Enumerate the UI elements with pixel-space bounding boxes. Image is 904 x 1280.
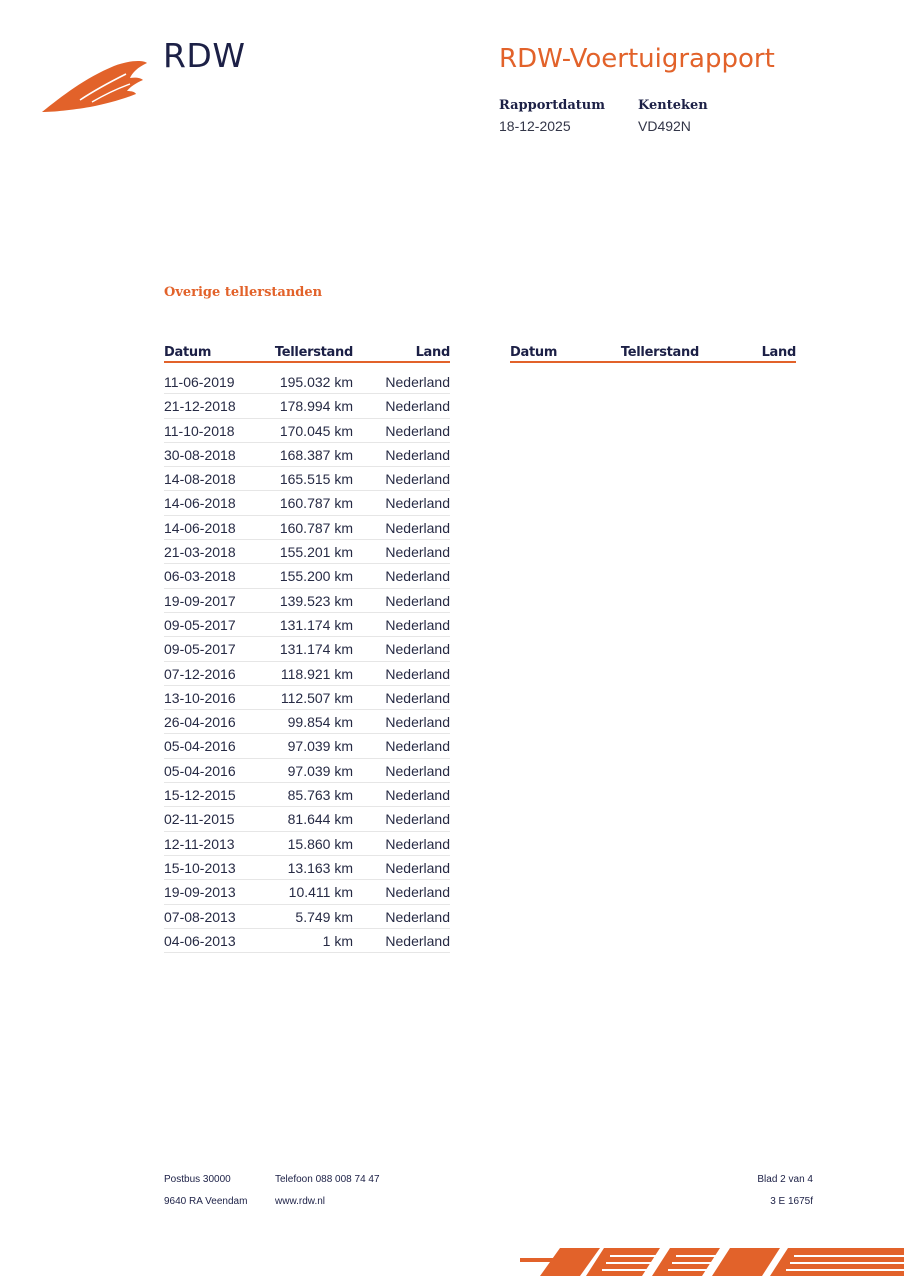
rdw-wing-logo-icon [40, 56, 150, 116]
cell-land: Nederland [385, 762, 450, 779]
cell-datum: 15-12-2015 [164, 787, 236, 804]
cell-datum: 15-10-2013 [164, 859, 236, 876]
header-datum: Datum [164, 345, 212, 360]
header-tellerstand: Tellerstand [620, 345, 699, 360]
cell-land: Nederland [385, 714, 450, 731]
cell-land: Nederland [385, 446, 450, 463]
cell-tellerstand: 165.515 km [279, 471, 353, 488]
cell-land: Nederland [385, 519, 450, 536]
cell-land: Nederland [385, 422, 450, 439]
table-row [164, 419, 450, 443]
cell-tellerstand: 81.644 km [287, 811, 353, 828]
cell-tellerstand: 5.749 km [295, 908, 353, 925]
plate-label: Kenteken [638, 98, 708, 113]
cell-land: Nederland [385, 665, 450, 682]
table-row [164, 443, 450, 467]
cell-datum: 19-09-2017 [164, 592, 236, 609]
cell-tellerstand: 155.201 km [279, 544, 353, 561]
cell-datum: 14-06-2018 [164, 495, 236, 512]
cell-tellerstand: 97.039 km [287, 762, 353, 779]
cell-land: Nederland [385, 689, 450, 706]
cell-tellerstand: 160.787 km [279, 519, 353, 536]
cell-tellerstand: 13.163 km [287, 859, 353, 876]
cell-tellerstand: 131.174 km [279, 616, 353, 633]
table-row [164, 589, 450, 613]
cell-tellerstand: 97.039 km [287, 738, 353, 755]
section-title: Overige tellerstanden [164, 285, 323, 300]
cell-datum: 21-12-2018 [164, 398, 236, 415]
cell-datum: 13-10-2016 [164, 689, 236, 706]
table-row [164, 491, 450, 515]
table-row [164, 686, 450, 710]
cell-land: Nederland [385, 884, 450, 901]
table-body [164, 370, 450, 953]
report-title: RDW-Voertuigrapport [499, 44, 775, 74]
odometer-table-left [164, 344, 450, 953]
table-row [164, 516, 450, 540]
cell-land: Nederland [385, 932, 450, 949]
footer-website[interactable]: www.rdw.nl [275, 1196, 326, 1207]
cell-land: Nederland [385, 811, 450, 828]
cell-tellerstand: 85.763 km [287, 787, 353, 804]
cell-land: Nederland [385, 616, 450, 633]
cell-tellerstand: 10.411 km [288, 884, 353, 901]
rdw-stripes-decoration-icon [520, 1244, 904, 1280]
cell-tellerstand: 15.860 km [287, 835, 353, 852]
table-row [164, 759, 450, 783]
brand-name: RDW [163, 36, 246, 75]
footer-address-line1: Postbus 30000 [164, 1174, 231, 1185]
table-row [164, 467, 450, 491]
cell-land: Nederland [385, 374, 450, 390]
table-row [164, 613, 450, 637]
table-row [164, 370, 450, 394]
cell-land: Nederland [385, 738, 450, 755]
cell-datum: 12-11-2013 [164, 835, 235, 852]
cell-datum: 14-06-2018 [164, 519, 236, 536]
table-row [164, 929, 450, 953]
table-row [164, 637, 450, 661]
cell-tellerstand: 1 km [322, 932, 353, 949]
cell-datum: 05-04-2016 [164, 738, 236, 755]
table-row [164, 856, 450, 880]
cell-datum: 09-05-2017 [164, 616, 236, 633]
cell-tellerstand: 131.174 km [279, 641, 353, 658]
table-header [164, 344, 450, 363]
header-land: Land [415, 345, 450, 360]
table-row [164, 394, 450, 418]
cell-tellerstand: 195.032 km [279, 374, 353, 390]
footer-phone: Telefoon 088 008 74 47 [275, 1174, 380, 1185]
cell-land: Nederland [385, 398, 450, 415]
cell-datum: 06-03-2018 [164, 568, 236, 585]
table-row [164, 564, 450, 588]
cell-tellerstand: 178.994 km [279, 398, 353, 415]
cell-land: Nederland [385, 835, 450, 852]
cell-tellerstand: 170.045 km [279, 422, 353, 439]
cell-datum: 07-08-2013 [164, 908, 236, 925]
table-row [164, 880, 450, 904]
cell-datum: 04-06-2013 [164, 932, 236, 949]
table-row [164, 662, 450, 686]
cell-land: Nederland [385, 787, 450, 804]
cell-datum: 07-12-2016 [164, 665, 236, 682]
cell-datum: 02-11-2015 [164, 811, 235, 828]
cell-tellerstand: 139.523 km [279, 592, 353, 609]
plate-value: VD492N [638, 118, 691, 134]
table-row [164, 807, 450, 831]
report-date-value: 18-12-2025 [499, 118, 571, 134]
footer-page-number: Blad 2 van 4 [757, 1174, 813, 1185]
cell-datum: 19-09-2013 [164, 884, 236, 901]
footer-code: 3 E 1675f [770, 1196, 813, 1207]
table-header [510, 344, 796, 363]
cell-land: Nederland [385, 568, 450, 585]
table-row [164, 734, 450, 758]
cell-tellerstand: 118.921 km [280, 665, 353, 682]
cell-land: Nederland [385, 641, 450, 658]
cell-land: Nederland [385, 495, 450, 512]
table-row [164, 540, 450, 564]
cell-datum: 14-08-2018 [164, 471, 236, 488]
header-datum: Datum [510, 345, 558, 360]
header-tellerstand: Tellerstand [274, 345, 353, 360]
table-row [164, 783, 450, 807]
cell-tellerstand: 112.507 km [280, 689, 353, 706]
table-row [164, 905, 450, 929]
cell-datum: 11-10-2018 [164, 422, 235, 439]
cell-tellerstand: 155.200 km [279, 568, 353, 585]
cell-land: Nederland [385, 908, 450, 925]
cell-land: Nederland [385, 471, 450, 488]
table-row [164, 710, 450, 734]
cell-datum: 09-05-2017 [164, 641, 236, 658]
cell-tellerstand: 168.387 km [279, 446, 353, 463]
cell-datum: 30-08-2018 [164, 446, 236, 463]
cell-datum: 05-04-2016 [164, 762, 236, 779]
table-row [164, 832, 450, 856]
cell-datum: 26-04-2016 [164, 714, 236, 731]
cell-land: Nederland [385, 544, 450, 561]
footer-address-line2: 9640 RA Veendam [164, 1196, 248, 1207]
cell-datum: 11-06-2019 [164, 374, 235, 390]
cell-tellerstand: 99.854 km [287, 714, 353, 731]
cell-land: Nederland [385, 859, 450, 876]
cell-datum: 21-03-2018 [164, 544, 236, 561]
report-date-label: Rapportdatum [499, 98, 605, 113]
cell-tellerstand: 160.787 km [279, 495, 353, 512]
cell-land: Nederland [385, 592, 450, 609]
header-land: Land [761, 345, 796, 360]
odometer-table-right [510, 344, 796, 363]
